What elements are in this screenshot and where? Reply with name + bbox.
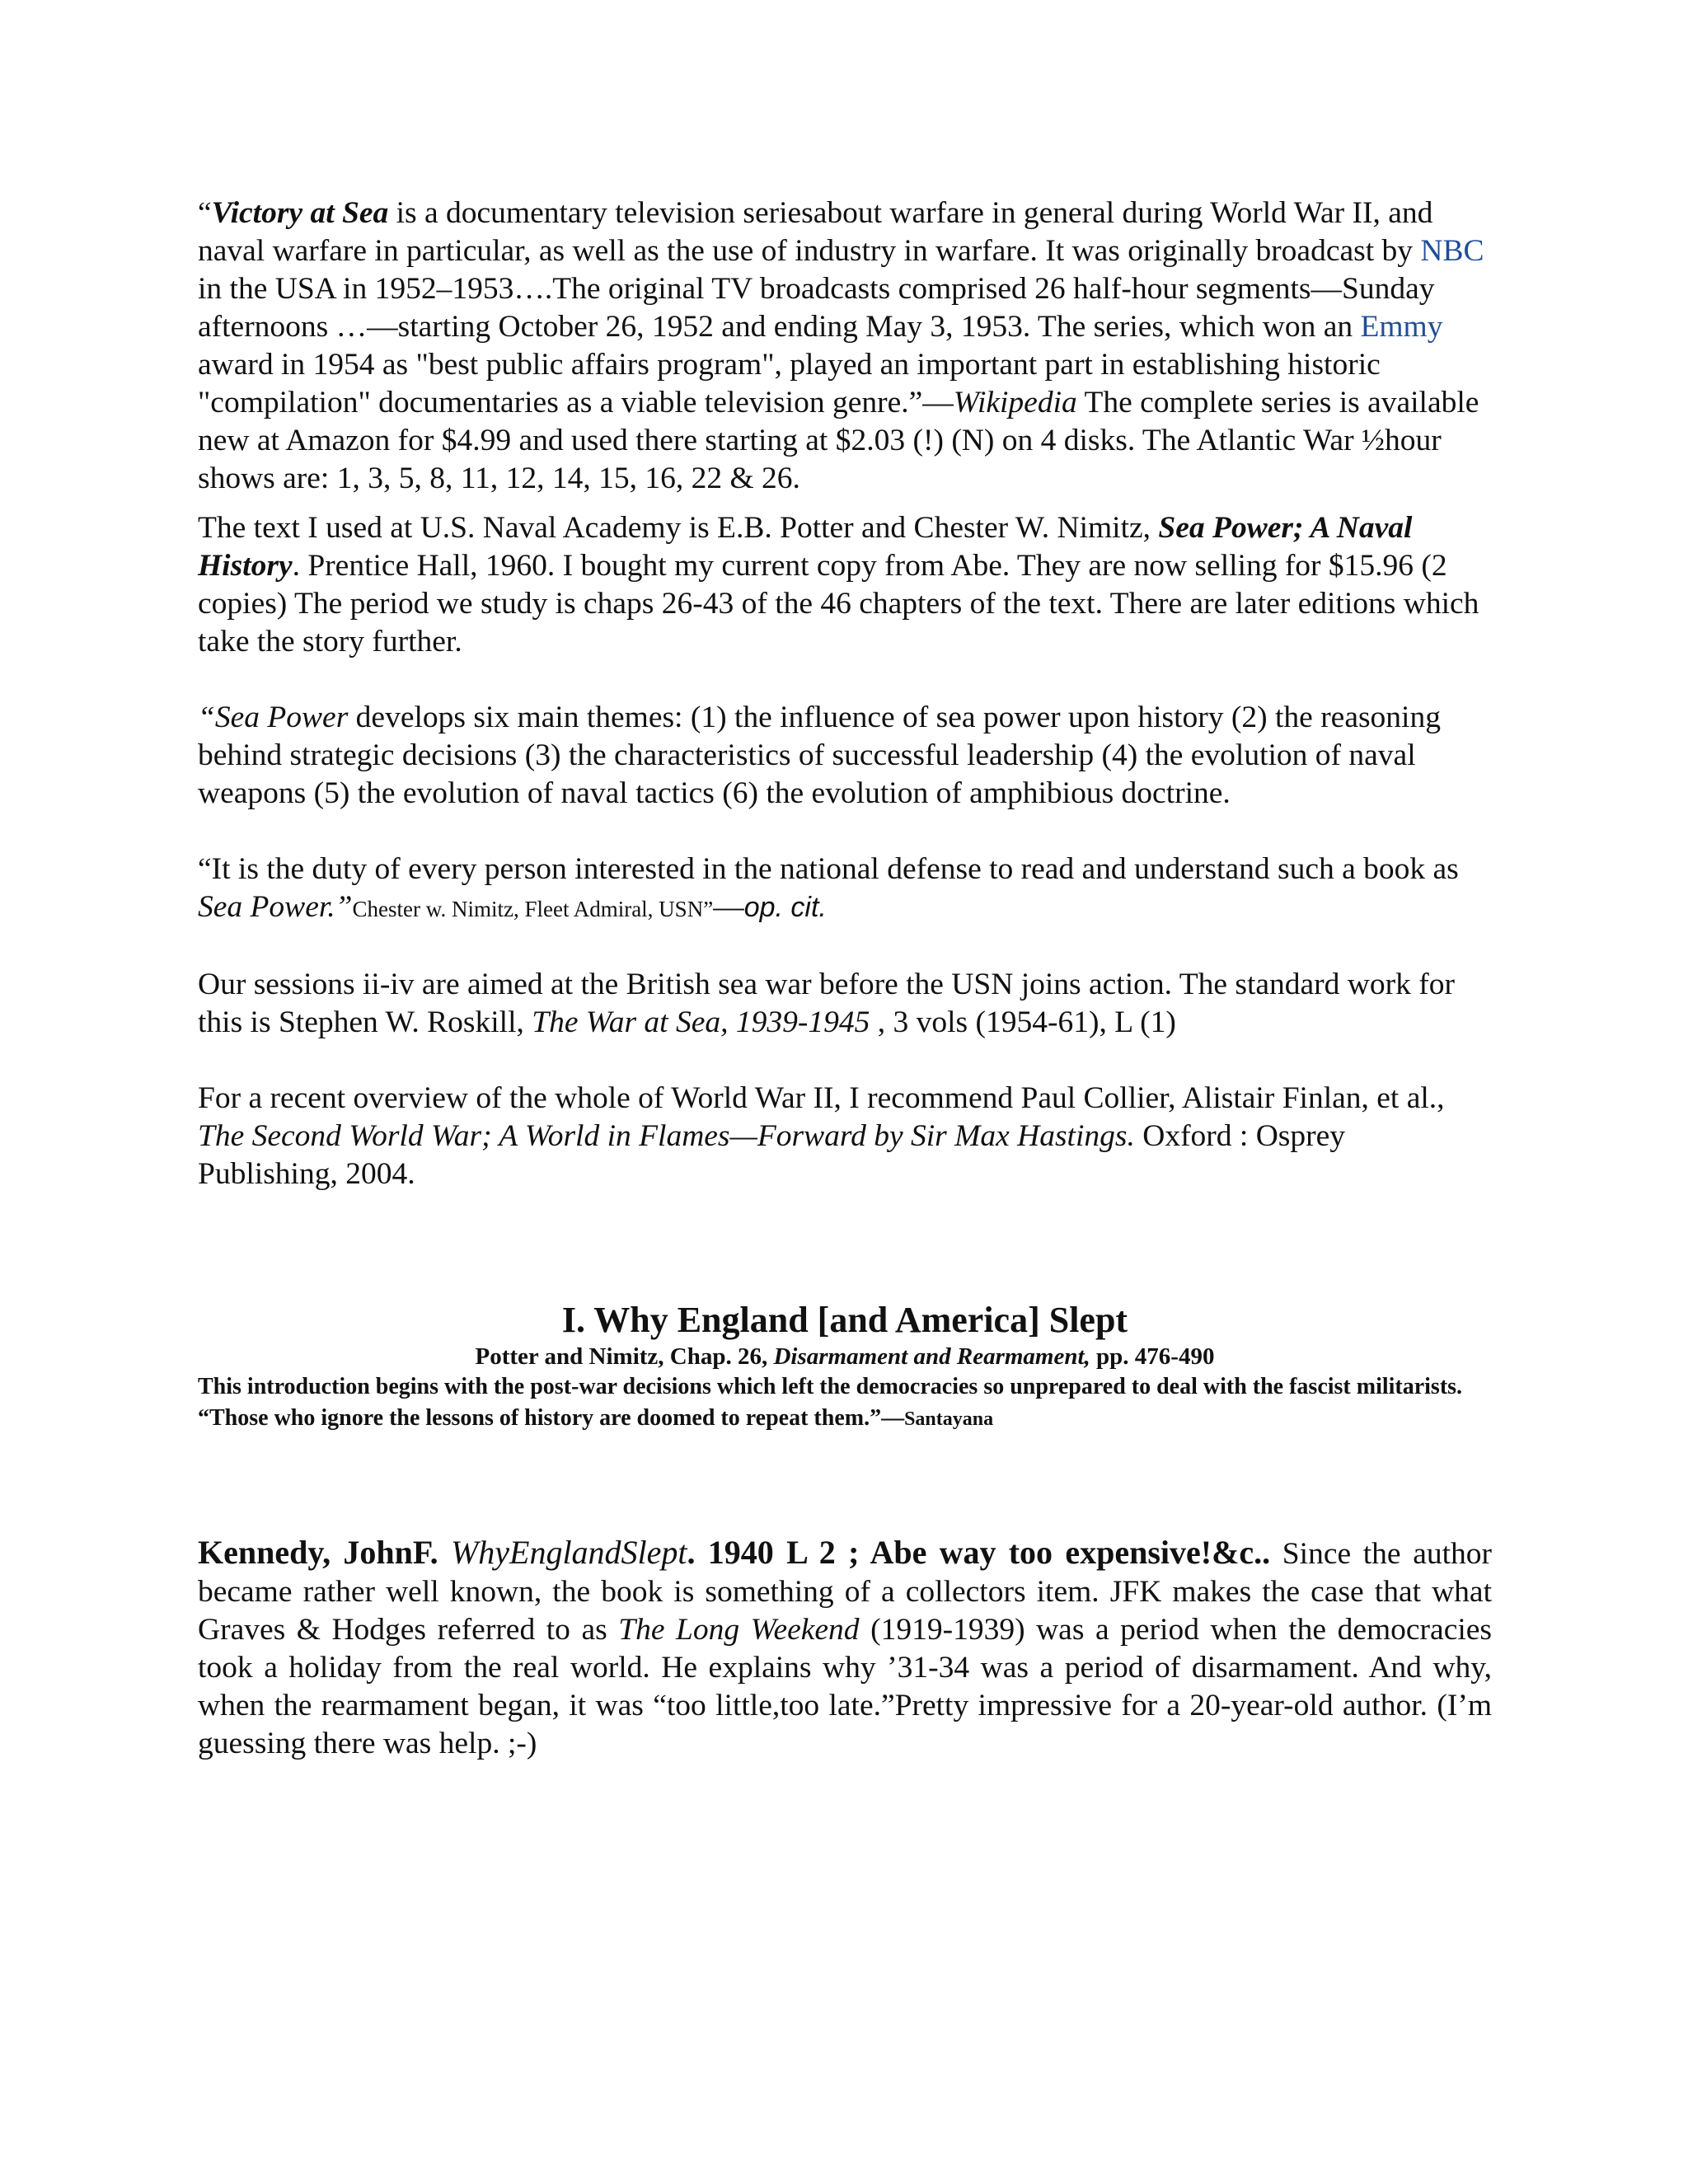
text-run: The complete series is available new at Amazon for $4.99 and used there starting at $2.03 (!) (N) on 4 disks. The Atlantic War ½hour shows are: 1, 3, 5, 8, 11, 12, 14, 15, 16, 22 & 26. <box>198 386 1479 495</box>
text-run: Potter and Nimitz, Chap. 26, <box>475 1343 774 1370</box>
document-page <box>198 194 1492 1763</box>
text-run: . <box>687 1534 696 1571</box>
chapter-title: Disarmament and Rearmament, <box>773 1343 1090 1370</box>
text-run: Our sessions ii-iv are aimed at the British sea war before the USN joins action. The standard work for this is Stephen W. Roskill, <box>198 968 1455 1039</box>
book-war-at-sea: The War at Sea, 1939-1945 <box>532 1005 870 1039</box>
bibliography-entry-kennedy <box>198 1534 1492 1763</box>
series-title: Victory at Sea <box>211 196 389 230</box>
textbook-paragraph <box>198 509 1492 661</box>
text-run: Since the author became rather well known, the book is something of a collectors item. JFK makes the case that what Graves & Hodges referred to as <box>198 1537 1492 1647</box>
text-run: is a documentary television seriesabout warfare in general during World War II, and naval warfare in particular, as well as the use of industry in warfare. It was originally broadcast by <box>198 196 1433 268</box>
emmy-link[interactable]: Emmy <box>1360 310 1443 344</box>
em-dash: — <box>713 890 744 924</box>
overview-paragraph <box>198 1080 1492 1193</box>
text-run: develops six main themes: (1) the influence of sea power upon history (2) the reasoning behind strategic decisions (3) the characteristics of successful leadership (4) the evolution of naval weapons (5) the evolution of naval tactics (6) the evolution of amphibious doctrine. <box>198 701 1441 810</box>
text-run: in the USA in 1952–1953….The original TV broadcasts comprised 26 half-hour segments—Sunday afternoons …—starting October 26, 1952 and ending May 3, 1953. The series, which won an <box>198 272 1435 344</box>
text-run: For a recent overview of the whole of World War II, I recommend Paul Collier, Alistair Finlan, et al., <box>198 1081 1445 1115</box>
book-long-weekend: The Long Weekend <box>618 1613 860 1647</box>
nimitz-quote-paragraph <box>198 851 1492 928</box>
santayana: Santayana <box>904 1408 994 1430</box>
entry-heading <box>198 1534 1270 1571</box>
text-run: The text I used at U.S. Naval Academy is E.B. Potter and Chester W. Nimitz, <box>198 511 1159 545</box>
book-second-world-war: The Second World War; A World in Flames—Forward by Sir Max Hastings. <box>198 1119 1135 1153</box>
entry-details: 1940 L 2 ; Abe way too expensive!&c.. <box>695 1534 1271 1571</box>
text-run: “It is the duty of every person interested in the national defense to read and understand such a book as <box>198 852 1459 886</box>
text-run: pp. 476-490 <box>1090 1343 1215 1370</box>
text-run: award in 1954 as "best public affairs program", played an important part in establishing historic "compilation" documentaries as a viable television genre.”— <box>198 348 1381 419</box>
section-subtitle <box>198 1342 1492 1371</box>
text-run: . Prentice Hall, 1960. I bought my current copy from Abe. They are now selling for $15.96 (2 copies) The period we study is chaps 26-43 of the 46 chapters of the text. There are later editions which take the story further. <box>198 549 1479 658</box>
entry-book: WhyEnglandSlept <box>450 1534 687 1571</box>
text-run: , 3 vols (1954-61), L (1) <box>870 1005 1176 1039</box>
book-sea-power: Sea Power; A Naval History <box>198 511 1413 583</box>
open-quote: “ <box>198 196 212 230</box>
section-title: I. Why England [and America] Slept <box>561 1300 1128 1340</box>
book-sea-power-quote: “Sea Power <box>198 701 349 734</box>
op-cit: op. cit. <box>743 892 827 923</box>
section-intro <box>198 1371 1492 1435</box>
themes-paragraph <box>198 699 1492 813</box>
section-header <box>198 1299 1492 1435</box>
entry-author: Kennedy, JohnF. <box>198 1534 451 1571</box>
nbc-link[interactable]: NBC <box>1420 234 1484 268</box>
text-run: (1919-1939) was a period when the democracies took a holiday from the real world. He explains why ’31-34 was a period of disarmament. And why, when the rearmament began, it was “too little,too late.”Pretty impressive for a 20-year-old author. (I’m guessing there was help. ;-) <box>198 1613 1492 1760</box>
roskill-paragraph <box>198 966 1492 1042</box>
text-run: This introduction begins with the post-war decisions which left the democracies so unprepared to deal with the fascist militarists. “Those who ignore the lessons of history are doomed to repeat them.”— <box>198 1374 1463 1431</box>
source-wikipedia: Wikipedia <box>953 386 1077 419</box>
nimitz-attribution: Chester w. Nimitz, Fleet Admiral, USN” <box>352 897 714 921</box>
victory-at-sea-paragraph <box>198 194 1492 498</box>
text-run: Oxford : Osprey Publishing, 2004. <box>198 1119 1346 1191</box>
book-sea-power-title: Sea Power.” <box>198 890 353 924</box>
